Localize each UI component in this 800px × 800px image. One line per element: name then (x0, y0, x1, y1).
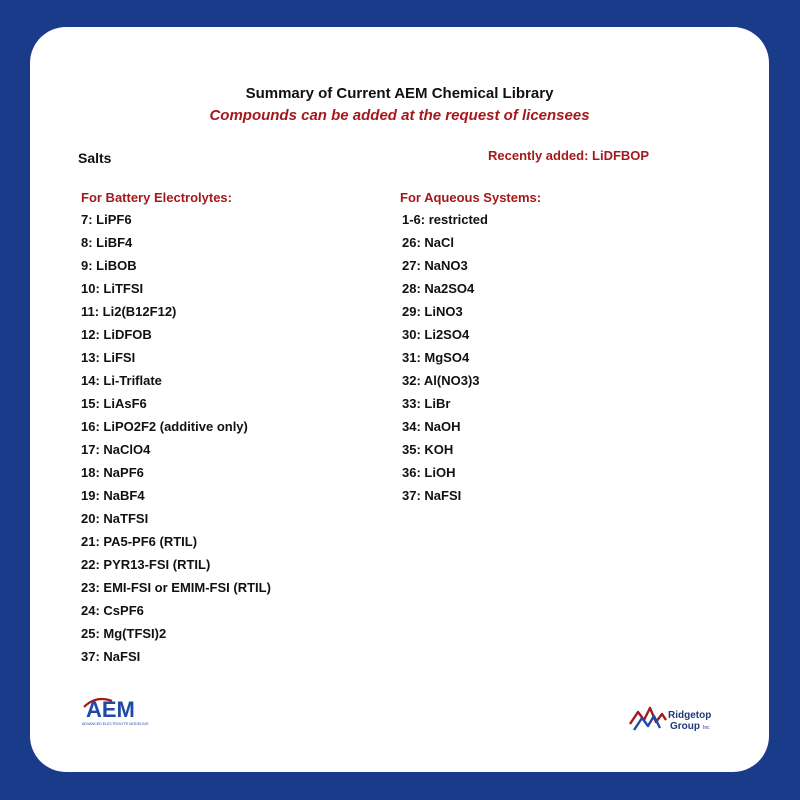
battery-column-heading: For Battery Electrolytes: (81, 190, 232, 205)
content-card (30, 27, 769, 772)
ridgetop-logo-mark (628, 704, 720, 736)
list-item: 26: NaCl (402, 235, 455, 250)
aem-logo (82, 693, 182, 732)
list-item: 13: LiFSI (81, 350, 136, 365)
list-item: 9: LiBOB (81, 258, 137, 273)
list-item: 23: EMI-FSI or EMIM-FSI (RTIL) (81, 580, 271, 595)
list-item: 37: NaFSI (81, 649, 141, 664)
list-item: 14: Li-Triflate (81, 373, 162, 388)
list-item: 27: NaNO3 (402, 258, 468, 273)
list-item: 30: Li2SO4 (402, 327, 470, 342)
section-label-salts: Salts (78, 150, 112, 166)
aqueous-column-heading: For Aqueous Systems: (400, 190, 542, 205)
page-subtitle: Compounds can be added at the request of licensees (209, 107, 590, 124)
list-item: 33: LiBr (402, 396, 451, 411)
list-item: 22: PYR13-FSI (RTIL) (81, 557, 211, 572)
list-item: 10: LiTFSI (81, 281, 144, 296)
ridgetop-logo-suffix: Inc (703, 725, 710, 731)
list-item: 35: KOH (402, 442, 454, 457)
list-item: 28: Na2SO4 (402, 281, 475, 296)
list-item: 18: NaPF6 (81, 465, 144, 480)
battery-electrolyte-list (81, 208, 271, 668)
aem-logo-mark (82, 693, 182, 727)
list-item: 15: LiAsF6 (81, 396, 147, 411)
list-item: 32: Al(NO3)3 (402, 373, 480, 388)
list-item: 16: LiPO2F2 (additive only) (81, 419, 248, 434)
list-item: 12: LiDFOB (81, 327, 152, 342)
list-item: 1-6: restricted (402, 212, 488, 227)
aem-logo-tagline: ADVANCED ELECTROLYTE MODELING (82, 722, 149, 726)
ridgetop-logo-line2: Group (670, 721, 700, 732)
ridgetop-logo-line1: Ridgetop (668, 710, 712, 721)
list-item: 36: LiOH (402, 465, 456, 480)
ridgetop-logo (628, 704, 720, 741)
list-item: 25: Mg(TFSI)2 (81, 626, 167, 641)
list-item: 20: NaTFSI (81, 511, 149, 526)
list-item: 21: PA5-PF6 (RTIL) (81, 534, 198, 549)
list-item: 8: LiBF4 (81, 235, 133, 250)
list-item: 11: Li2(B12F12) (81, 304, 177, 319)
list-item: 24: CsPF6 (81, 603, 144, 618)
list-item: 31: MgSO4 (402, 350, 470, 365)
list-item: 19: NaBF4 (81, 488, 145, 503)
list-item: 29: LiNO3 (402, 304, 463, 319)
list-item: 37: NaFSI (402, 488, 462, 503)
list-item: 17: NaClO4 (81, 442, 151, 457)
list-item: 7: LiPF6 (81, 212, 132, 227)
aqueous-systems-list (402, 208, 488, 507)
page-title: Summary of Current AEM Chemical Library (245, 85, 554, 102)
list-item: 34: NaOH (402, 419, 461, 434)
recently-added-note: Recently added: LiDFBOP (488, 148, 650, 163)
aem-logo-text: AEM (86, 697, 135, 722)
